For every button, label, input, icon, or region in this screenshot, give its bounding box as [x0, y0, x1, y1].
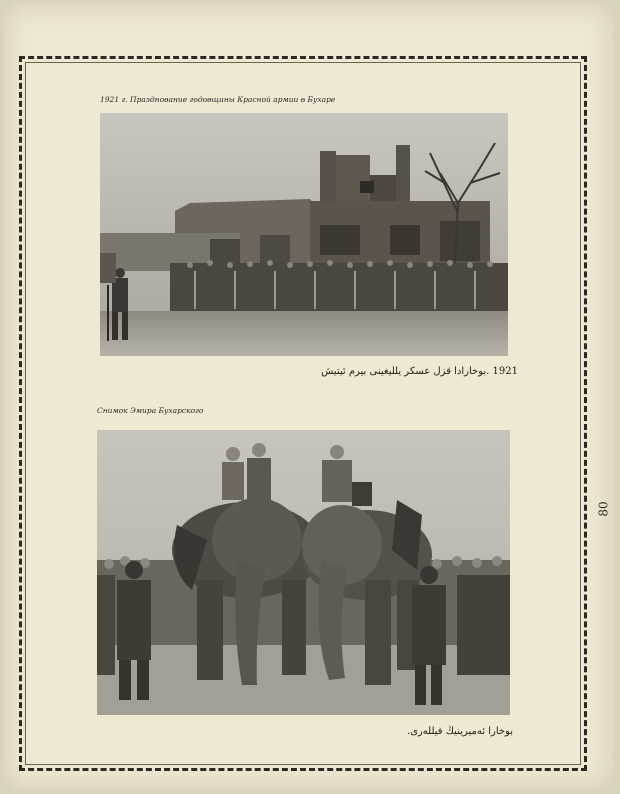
arabic-caption-2: بوخارا ئەمیرینیڭ فیللەرى.: [406, 726, 513, 737]
parade-crowd-photo: [100, 113, 508, 356]
page-number: 80: [596, 501, 611, 517]
arabic-caption-1: 1921 .بوخارادا قزل عسكر يللیغینی بیرم ئیتیش: [321, 366, 518, 377]
top-caption: 1921 г. Празднование годовщины Красной армии в Бухаре: [100, 95, 336, 104]
mid-caption: Снимок Эмира Бухарского: [97, 406, 204, 415]
elephants-photo: [97, 430, 510, 715]
